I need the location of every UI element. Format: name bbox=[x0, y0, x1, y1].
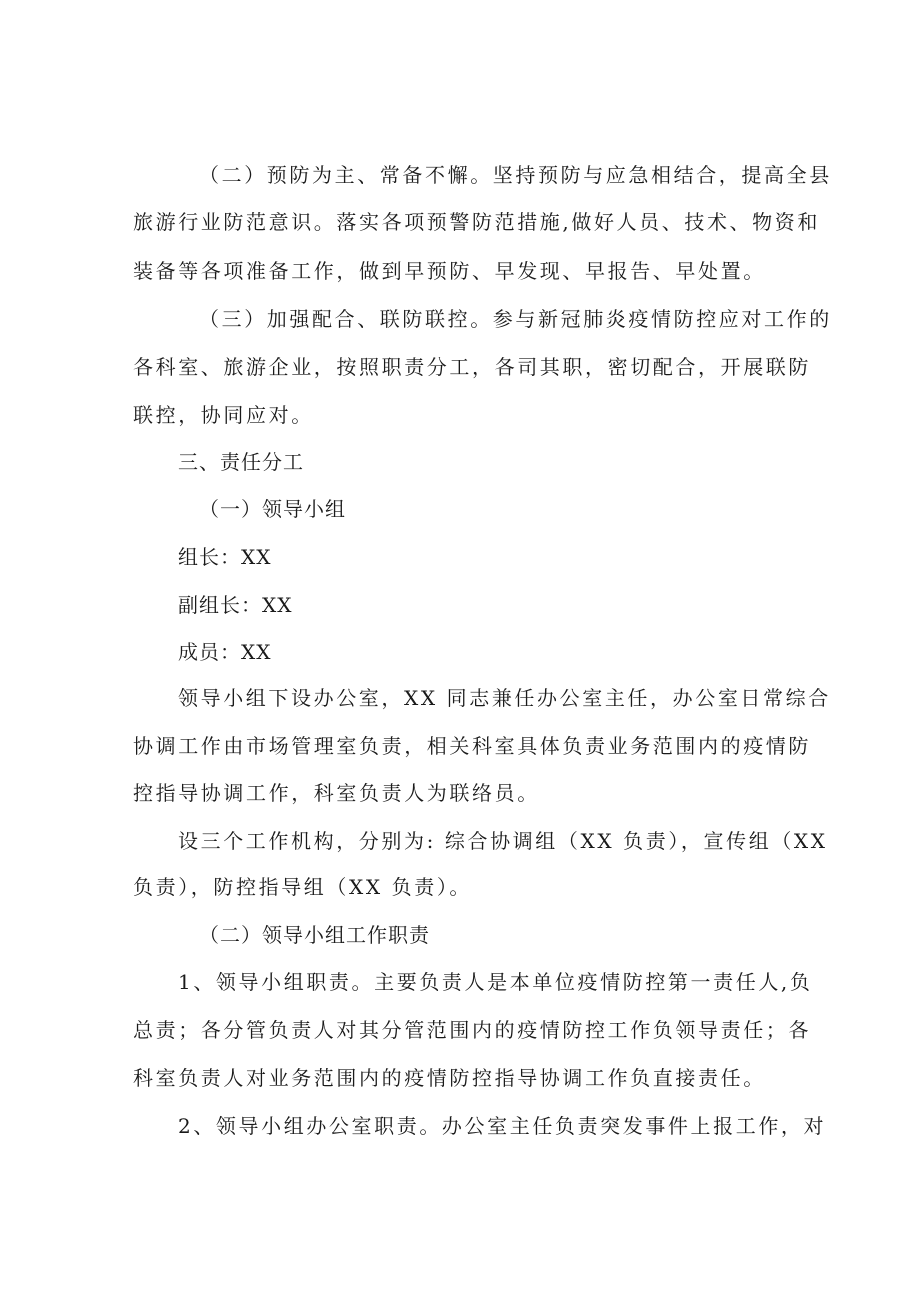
paragraph-line: 领导小组下设办公室，XX 同志兼任办公室主任，办公室日常综合 bbox=[178, 686, 831, 710]
paragraph-line: 旅游行业防范意识。落实各项预警防范措施,做好人员、技术、物资和 bbox=[133, 210, 820, 234]
group-leader: 组长：XX bbox=[178, 545, 272, 569]
paragraph-line: 各科室、旅游企业，按照职责分工，各司其职，密切配合，开展联防 bbox=[133, 355, 811, 379]
paragraph-line: 科室负责人对业务范围内的疫情防控指导协调工作负直接责任。 bbox=[133, 1066, 766, 1090]
paragraph-line: （二）预防为主、常备不懈。坚持预防与应急相结合，提高全县 bbox=[199, 163, 832, 187]
paragraph-line: （三）加强配合、联防联控。参与新冠肺炎疫情防控应对工作的 bbox=[199, 307, 832, 331]
paragraph-line: 协调工作由市场管理室负责，相关科室具体负责业务范围内的疫情防 bbox=[133, 734, 811, 758]
paragraph-line: 装备等各项准备工作，做到早预防、早发现、早报告、早处置。 bbox=[133, 259, 766, 283]
deputy-leader: 副组长：XX bbox=[178, 593, 293, 617]
paragraph-line: 总责；各分管负责人对其分管范围内的疫情防控工作负领导责任；各 bbox=[133, 1018, 811, 1042]
subsection-heading: （二）领导小组工作职责 bbox=[199, 923, 430, 947]
paragraph-line: 控指导协调工作，科室负责人为联络员。 bbox=[133, 781, 540, 805]
section-heading: 三、责任分工 bbox=[178, 450, 304, 474]
paragraph-line: 1、领导小组职责。主要负责人是本单位疫情防控第一责任人,负 bbox=[178, 970, 813, 994]
subsection-heading: （一）领导小组 bbox=[199, 497, 346, 521]
paragraph-line: 联控，协同应对。 bbox=[133, 403, 314, 427]
paragraph-line: 2、领导小组办公室职责。办公室主任负责突发事件上报工作，对 bbox=[178, 1114, 827, 1138]
paragraph-line: 设三个工作机构，分别为: 综合协调组（XX 负责），宣传组（XX bbox=[178, 829, 828, 853]
paragraph-line: 负责），防控指导组（XX 负责）。 bbox=[133, 875, 473, 899]
members: 成员：XX bbox=[178, 640, 272, 664]
